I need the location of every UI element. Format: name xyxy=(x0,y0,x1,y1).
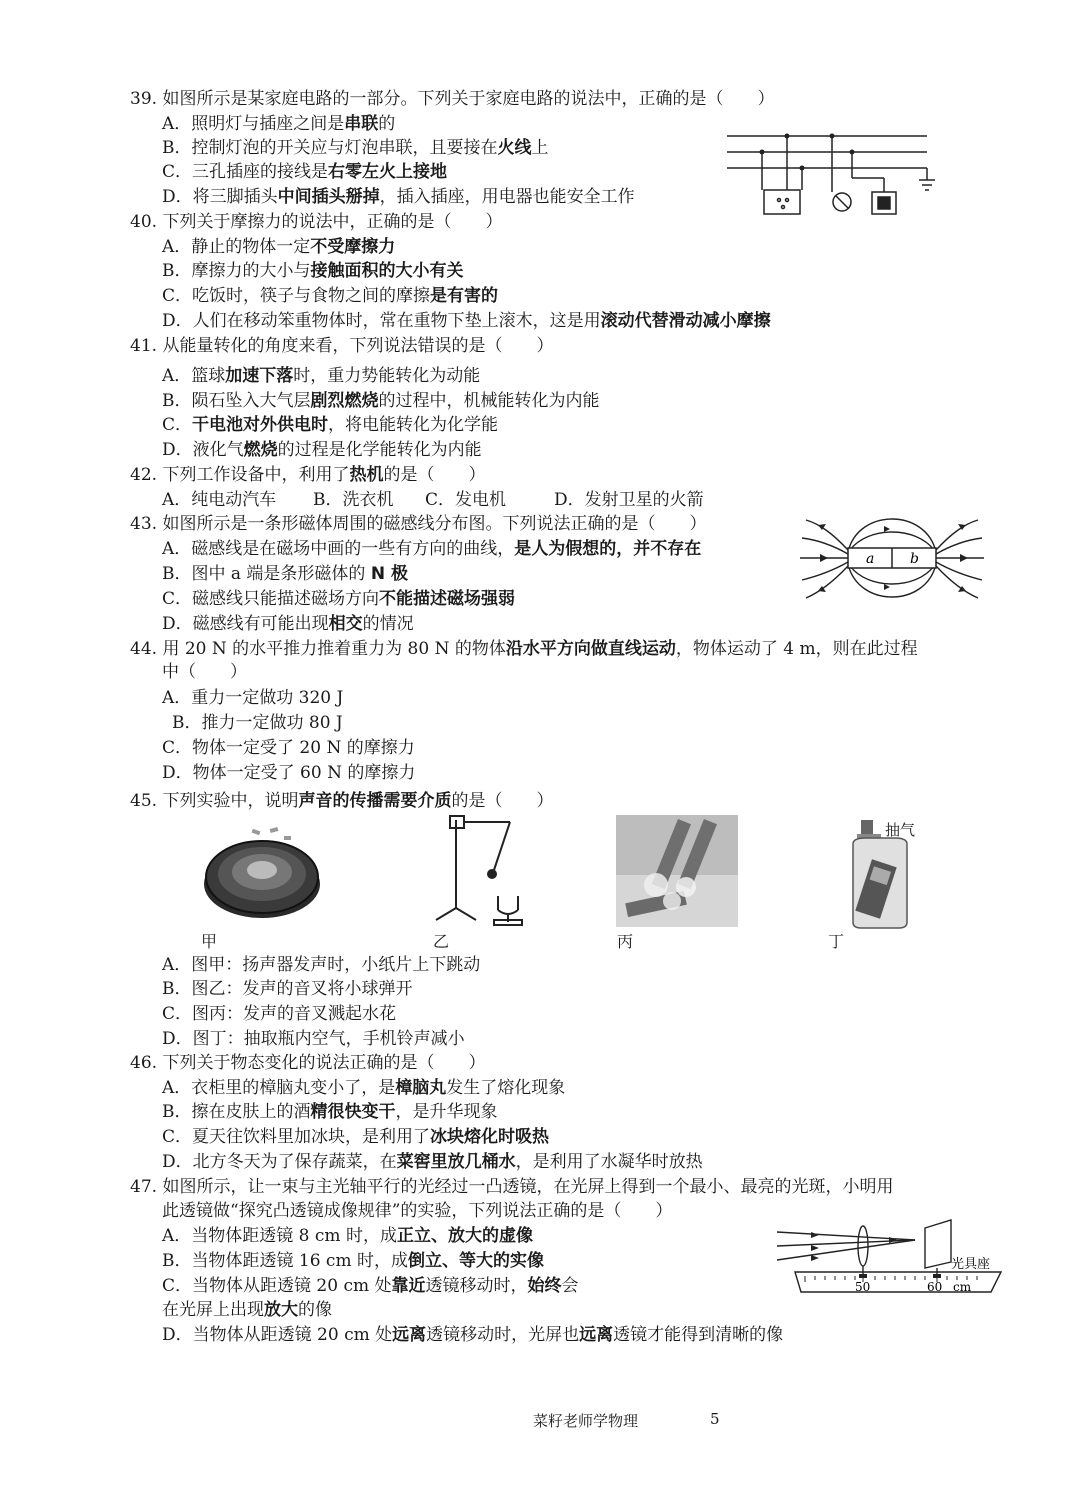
speaker-figure xyxy=(200,822,325,922)
optical-bench-figure xyxy=(775,1218,1005,1302)
q47-option-b: B．当物体距透镜 16 cm 时，成倒立、等大的实像 xyxy=(162,1251,544,1271)
q47-option-d: D．当物体从距透镜 20 cm 处远离透镜移动时，光屏也远离透镜才能得到清晰的像 xyxy=(162,1325,784,1345)
fork-water-splash-figure xyxy=(616,815,738,927)
footer-text: 菜籽老师学物理 xyxy=(533,1412,639,1430)
q39-stem: 39. 如图所示是某家庭电路的一部分。下列关于家庭电路的说法中，正确的是（ ） xyxy=(130,89,775,109)
q40-option-c: C．吃饭时，筷子与食物之间的摩擦是有害的 xyxy=(162,286,499,306)
q42-stem: 42. 下列工作设备中，利用了热机的是（ ） xyxy=(130,465,486,485)
figure-caption-ding: 丁 xyxy=(828,932,845,951)
q44-stem: 44. 用 20 N 的水平推力推着重力为 80 N 的物体沿水平方向做直线运动，物体运动了 4 m，则在此过程 xyxy=(130,639,918,659)
q43-stem: 43. 如图所示是一条形磁体周围的磁感线分布图。下列说法正确的是（ ） xyxy=(130,514,707,534)
q41-option-a: A．篮球加速下落时，重力势能转化为动能 xyxy=(162,366,481,386)
q45-option-d: D．图丁：抽取瓶内空气，手机铃声减小 xyxy=(162,1029,465,1049)
q47-option-a: A．当物体距透镜 8 cm 时，成正立、放大的虚像 xyxy=(162,1226,533,1246)
q39-option-c: C．三孔插座的接线是右零左火上接地 xyxy=(162,162,448,182)
tuning-fork-pendulum-figure xyxy=(428,808,528,926)
q45-stem: 45. 下列实验中，说明声音的传播需要介质的是（ ） xyxy=(130,791,554,811)
q45-option-b: B．图乙：发声的音叉将小球弹开 xyxy=(162,979,413,999)
q46-option-c: C．夏天往饮料里加冰块，是利用了冰块熔化时吸热 xyxy=(162,1127,550,1147)
q41-option-b: B．陨石坠入大气层剧烈燃烧的过程中，机械能转化为内能 xyxy=(162,391,600,411)
q41-option-c: C．干电池对外供电时，将电能转化为化学能 xyxy=(162,415,499,435)
q44-option-a: A．重力一定做功 320 J xyxy=(162,688,344,708)
q40-option-d: D．人们在移动笨重物体时，常在重物下垫上滚木，这是用滚动代替滑动减小摩擦 xyxy=(162,311,771,331)
q43-option-b: B．图中 a 端是条形磁体的 N 极 xyxy=(162,564,408,584)
figure-caption-bing: 丙 xyxy=(617,932,634,951)
q44-option-c: C．物体一定受了 20 N 的摩擦力 xyxy=(162,738,415,758)
figure-caption-jia: 甲 xyxy=(201,932,218,951)
q45-option-a: A．图甲：扬声器发声时，小纸片上下跳动 xyxy=(162,955,481,975)
q44-option-d: D．物体一定受了 60 N 的摩擦力 xyxy=(162,763,416,783)
q43-option-c: C．磁感线只能描述磁场方向不能描述磁场强弱 xyxy=(162,589,516,609)
q47-stem-cont: 此透镜做“探究凸透镜成像规律”的实验，下列说法正确的是（ ） xyxy=(162,1201,673,1221)
q46-option-d: D．北方冬天为了保存蔬菜，在菜窖里放几桶水，是利用了水凝华时放热 xyxy=(162,1152,703,1172)
q42-option-b: B．洗衣机 xyxy=(313,490,394,510)
q44-option-b: B．推力一定做功 80 J xyxy=(172,713,343,733)
q43-option-a: A．磁感线是在磁场中画的一些有方向的曲线，是人为假想的，并不存在 xyxy=(162,539,702,559)
pole-label-b: b xyxy=(910,551,919,567)
figure-caption-yi: 乙 xyxy=(433,932,450,951)
magnetic-field-figure xyxy=(798,512,986,604)
q46-option-a: A．衣柜里的樟脑丸变小了，是樟脑丸发生了熔化现象 xyxy=(162,1078,566,1098)
q39-option-b: B．控制灯泡的开关应与灯泡串联，且要接在火线上 xyxy=(162,138,549,158)
q41-option-d: D．液化气燃烧的过程是化学能转化为内能 xyxy=(162,440,482,460)
q42-option-d: D．发射卫星的火箭 xyxy=(554,490,704,510)
q42-option-a: A．纯电动汽车 xyxy=(162,490,277,510)
q41-stem: 41. 从能量转化的角度来看，下列说法错误的是（ ） xyxy=(130,336,554,356)
household-circuit-figure xyxy=(722,130,947,222)
tick-unit: cm xyxy=(953,1280,972,1294)
optical-bench-label: 光具座 xyxy=(951,1257,991,1272)
q40-option-b: B．摩擦力的大小与接触面积的大小有关 xyxy=(162,261,464,281)
q39-option-d: D．将三脚插头中间插头掰掉，插入插座，用电器也能安全工作 xyxy=(162,187,635,207)
q44-stem-cont: 中（ ） xyxy=(162,662,247,682)
q45-option-c: C．图丙：发声的音叉溅起水花 xyxy=(162,1004,397,1024)
q39-option-a: A．照明灯与插座之间是串联的 xyxy=(162,114,396,134)
q40-option-a: A．静止的物体一定不受摩擦力 xyxy=(162,237,396,257)
q47-option-c-cont: 在光屏上出现放大的像 xyxy=(162,1300,332,1320)
page-number: 5 xyxy=(710,1410,720,1428)
pump-label: 抽气 xyxy=(885,821,916,839)
q40-stem: 40. 下列关于摩擦力的说法中，正确的是（ ） xyxy=(130,212,503,232)
pole-label-a: a xyxy=(866,551,875,567)
q47-stem: 47. 如图所示，让一束与主光轴平行的光经过一凸透镜，在光屏上得到一个最小、最亮的光斑，小明用 xyxy=(130,1177,894,1197)
tick-50: 50 xyxy=(855,1280,871,1294)
q43-option-d: D．磁感线有可能出现相交的情况 xyxy=(162,614,414,634)
q47-option-c: C．当物体从距透镜 20 cm 处靠近透镜移动时，始终会 xyxy=(162,1276,579,1296)
tick-60: 60 xyxy=(927,1280,943,1294)
q46-stem: 46. 下列关于物态变化的说法正确的是（ ） xyxy=(130,1053,486,1073)
q46-option-b: B．擦在皮肤上的酒精很快变干，是升华现象 xyxy=(162,1102,498,1122)
q42-option-c: C．发电机 xyxy=(425,490,507,510)
